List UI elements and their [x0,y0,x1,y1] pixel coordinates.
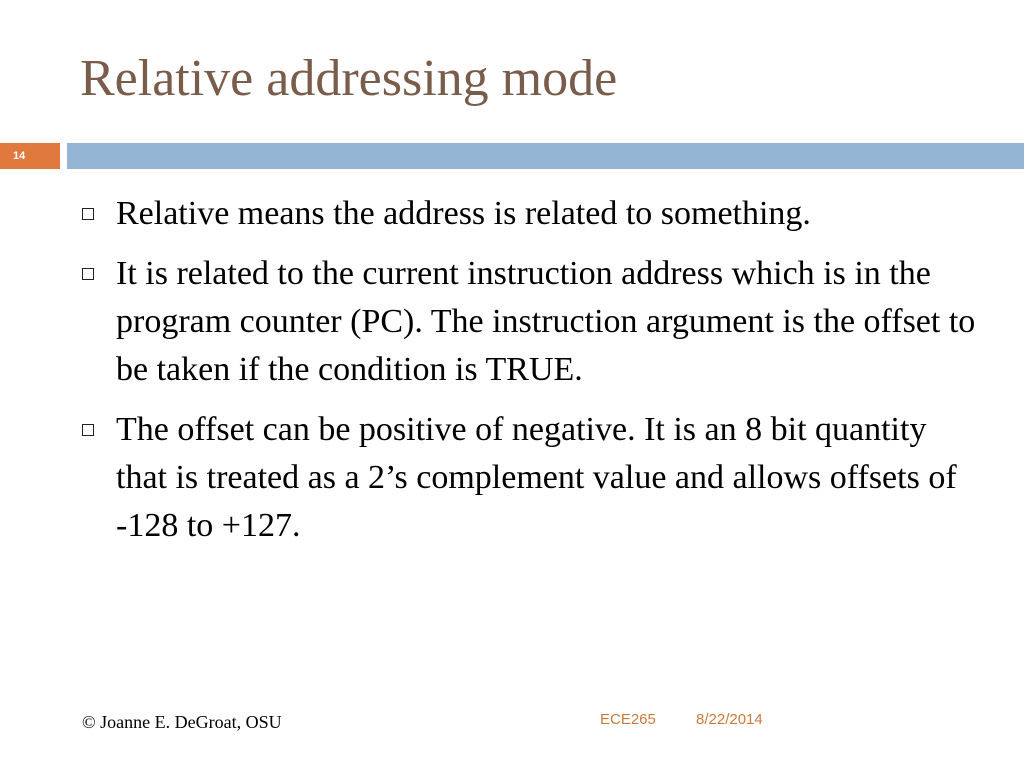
bullet-list [80,190,980,562]
bullet-text: It is related to the current instruction address which is in the program counter (PC). The instruction argument is the offset to be taken if the condition is TRUE. [116,255,976,388]
bullet-text: Relative means the address is related to something. [116,195,811,232]
bullet-text: The offset can be positive of negative. It is an 8 bit quantity that is treated as a 2’s complement value and allows offsets of -128 to +127. [116,411,957,544]
footer-date: 8/22/2014 [696,711,763,728]
hollow-square-bullet-icon [82,208,94,220]
hollow-square-bullet-icon [82,268,94,280]
title-divider-bar [67,143,1024,169]
slide-number: 14 [0,143,60,169]
footer-course: ECE265 [600,711,656,728]
hollow-square-bullet-icon [82,424,94,436]
slide-title: Relative addressing mode [80,50,618,107]
footer-copyright: © Joanne E. DeGroat, OSU [82,712,282,732]
bullet-item [80,190,980,238]
bullet-item [80,406,980,550]
bullet-item [80,250,980,394]
